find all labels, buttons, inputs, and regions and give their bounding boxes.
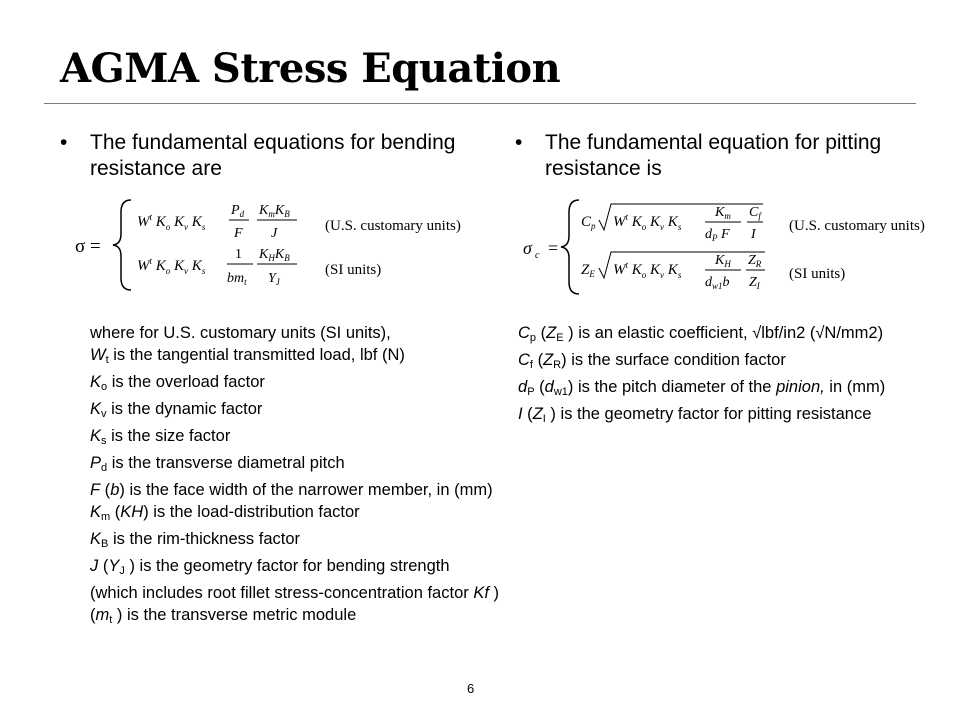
svg-text:ZE: $Z_E$ [581,262,595,279]
svg-text:KmKB: $K_mK_B$ [259,203,290,219]
svg-text:KH: $K_H$ [715,253,731,269]
svg-text:Wt Ko Kv Ks: $W^t$ $K_o$ $K_v$ $K_s$ [137,256,206,276]
def-intro: where for U.S. customary units (SI units), [90,324,391,342]
svg-text:YJ: $Y_J$ [268,271,280,287]
def-cp: $C_p$ ($Z_E$ ) is an elastic coefficient, √lbf/in2 (√N/mm2) [518,324,884,344]
bending-equation-graphic [75,190,480,300]
svg-text:J: J [271,226,278,241]
def-kb: $K_B$ is the rim-thickness factor [90,530,300,550]
svg-text:1: 1 [235,247,242,262]
svg-text:dw1b: $d_{w1}b$ [705,275,730,291]
equation-lhs: σ [523,238,532,258]
bullet-dot: • [60,131,68,154]
row2-note: (SI units) [789,266,846,282]
svg-text:ZR: $Z_R$ [748,253,762,269]
def-kv: $K_v$ is the dynamic factor [90,400,263,420]
def-j: J ($Y_J$ ) is the geometry factor for bending strength (which includes root fillet stress-concentration factor Kf ) [90,557,500,602]
def-pd: $P_d$ is the transverse diametral pitch [90,454,345,474]
svg-text:Km: $K_m$ [715,205,731,221]
bullet-dot: • [515,131,523,154]
svg-text:c: c [535,250,540,261]
pitting-stress-equation [515,190,945,305]
pitting-definitions [518,322,938,430]
bullet-bending-text: The fundamental equations for bending resistance are [90,131,456,180]
svg-text:Cf: $C_f$ [749,205,761,221]
svg-text:KHKB: $K_HK_B$ [259,247,290,263]
def-cf: $C_f$ $(Z_R)$ is the surface condition factor [518,351,786,371]
bending-stress-equation [75,190,480,300]
def-face-width: F (b) is the face width of the narrower member, in (mm) [90,481,493,499]
def-i: I ($Z_I$ ) is the geometry factor for pitting resistance [518,405,872,425]
row1-note: (U.S. customary units) [325,218,461,234]
def-km: $K_m$ (KH) is the load-distribution factor [90,503,360,523]
svg-text:=: = [548,238,559,258]
pitting-equation-graphic [515,190,945,305]
right-brace [561,200,579,294]
svg-text:dP F: $d_P$ F [705,227,730,243]
svg-text:I: I [751,227,756,242]
equation-lhs: σ = [75,236,101,257]
svg-text:Wt Ko Kv Ks: $W^t$ $K_o$ $K_v$ $K_s$ [137,212,206,232]
svg-text:Wt Ko Kv Ks: $W^t$ $K_o$ $K_v$ $K_s$ [613,260,682,280]
row1-note: (U.S. customary units) [789,218,925,234]
left-brace [113,200,131,290]
svg-text:ZI: $Z_I$ [749,275,760,291]
page-number: 6 [467,681,475,696]
def-ks: $K_s$ is the size factor [90,427,231,447]
svg-text:Wt Ko Kv Ks: $W^t$ $K_o$ $K_v$ $K_s$ [613,212,682,232]
svg-text:F: F [234,226,243,241]
svg-text:Cp: $C_p$ [581,214,596,231]
def-ko: $K_o$ is the overload factor [90,373,265,393]
row2-note: (SI units) [325,262,382,278]
def-mt: ($m_t$ ) is the transverse metric module [90,606,357,626]
bullet-pitting-text: The fundamental equation for pitting resistance is [545,131,882,180]
def-dp: $d_P$ $(d_{w1})$ is the pitch diameter of the pinion, in (mm) [518,378,886,398]
svg-text:Pd: $P_d$ [231,203,245,219]
page-title: AGMA Stress Equation [60,45,561,92]
bending-definitions [90,322,500,631]
def-wt: $W_t$ is the tangential transmitted load, lbf (N) [90,346,405,366]
svg-text:bmt: $bm_t$ [227,271,247,287]
title-divider [44,103,916,104]
